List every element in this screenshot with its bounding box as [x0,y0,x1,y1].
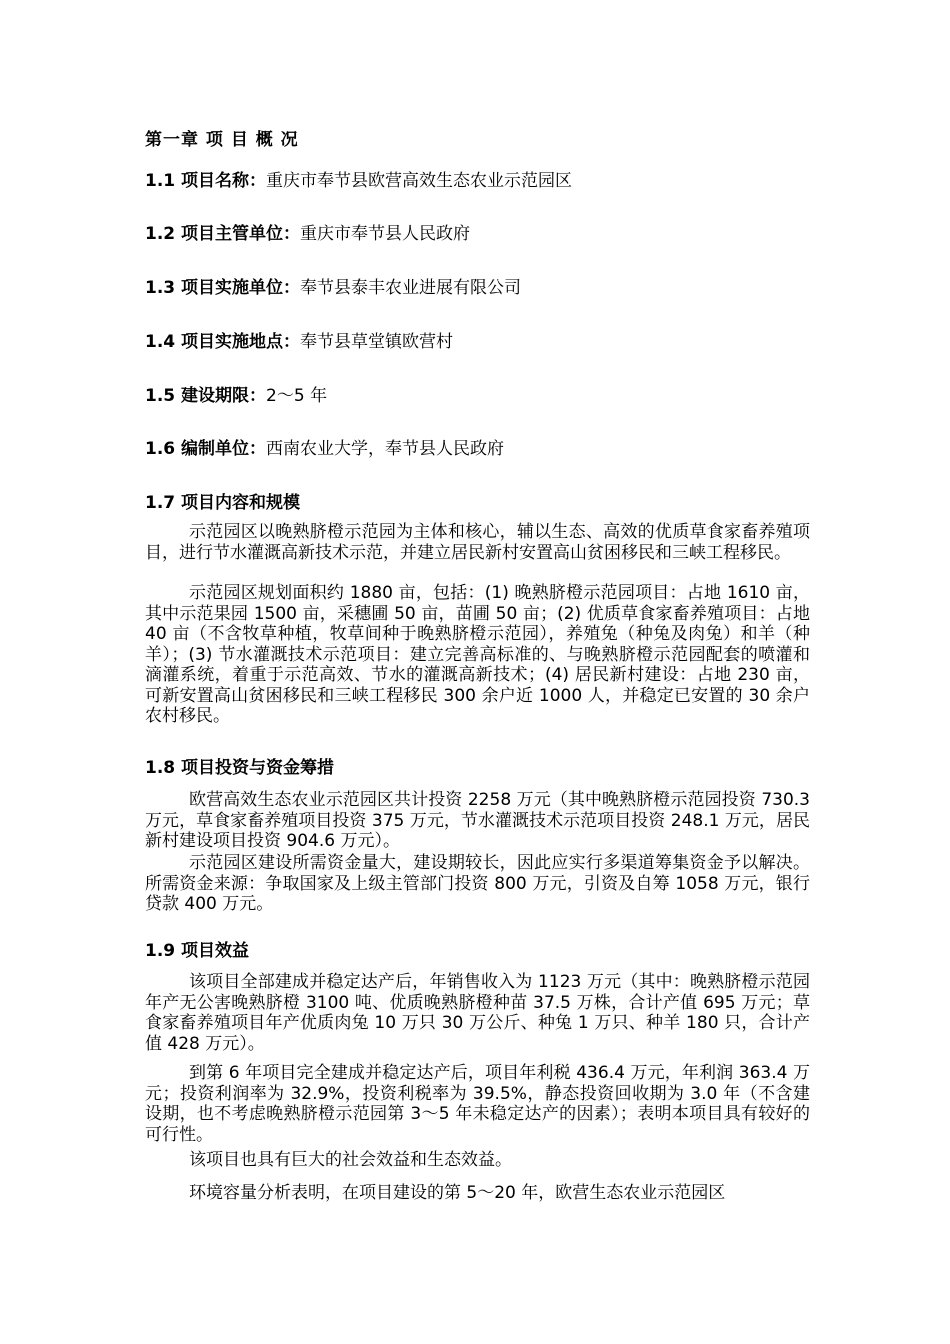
field-project-name [145,166,572,191]
paragraph: 示范园区规划面积约 1880 亩，包括：(1) 晚熟脐橙示范园项目：占地 1610 亩，其中示范果园 1500 亩，采穗圃 50 亩，苗圃 50 亩；(2) 优质草食家畜养殖项目：占地 40 亩（不含牧草种植，牧草间种于晚熟脐橙示范园），养殖兔（种兔及肉兔）和羊（种羊）；(3) 节水灌溉技术示范项目：建立完善高标准的、与晚熟脐橙示范园配套的喷灌和滴灌系统，着重于示范高效、节水的灌溉高新技术；(4) 居民新村建设：占地 230 亩，可新安置高山贫困移民和三峡工程移民 300 余户近 1000 人，并稳定已安置的 30 余户农村移民。 [145,583,810,726]
field-label: 1.2 项目主管单位： [145,224,301,244]
paragraph: 示范园区建设所需资金量大，建设期较长，因此应实行多渠道筹集资金予以解决。所需资金来源：争取国家及上级主管部门投资 800 万元，引资及自筹 1058 万元，银行贷款 400 万元。 [145,853,810,914]
paragraph: 到第 6 年项目完全建成并稳定达产后，项目年利税 436.4 万元，年利润 363.4 万元；投资利润率为 32.9%，投资利税率为 39.5%，静态投资回收期为 3.0 年（不含建设期，也不考虑晚熟脐橙示范园第 3～5 年未稳定达产的因素）；表明本项目具有较好的可行性。 [145,1063,810,1145]
chapter-title: 第一章 项 目 概 况 [145,130,299,150]
paragraph: 该项目也具有巨大的社会效益和生态效益。 [189,1150,512,1170]
paragraph: 示范园区以晚熟脐橙示范园为主体和核心，辅以生态、高效的优质草食家畜养殖项目，进行节水灌溉高新技术示范，并建立居民新村安置高山贫困移民和三峡工程移民。 [145,522,810,563]
field-compiling-unit [145,434,504,459]
section-heading-investment: 1.8 项目投资与资金筹措 [145,758,335,778]
paragraph: 环境容量分析表明，在项目建设的第 5～20 年，欧营生态农业示范园区 [189,1183,726,1203]
field-implementation-site [145,327,453,352]
paragraph: 该项目全部建成并稳定达产后，年销售收入为 1123 万元（其中：晚熟脐橙示范园年产无公害晚熟脐橙 3100 吨、优质晚熟脐橙种苗 37.5 万株，合计产值 695 万元；草食家畜养殖项目年产优质肉兔 10 万只 30 万公斤、种兔 1 万只、种羊 180 只，合计产值 428 万元）。 [145,972,810,1054]
field-supervising-unit [145,219,470,244]
section-heading-content-scale: 1.7 项目内容和规模 [145,493,301,513]
field-implementing-unit [145,273,521,298]
field-value: 西南农业大学，奉节县人民政府 [266,439,505,459]
field-label: 1.1 项目名称： [145,171,267,191]
field-value: 奉节县泰丰农业进展有限公司 [300,278,522,298]
field-label: 1.4 项目实施地点： [145,332,301,352]
field-construction-period [145,381,327,406]
field-value: 重庆市奉节县人民政府 [300,224,471,244]
field-value: 重庆市奉节县欧营高效生态农业示范园区 [266,171,573,191]
field-label: 1.5 建设期限： [145,386,267,406]
paragraph: 欧营高效生态农业示范园区共计投资 2258 万元（其中晚熟脐橙示范园投资 730.3 万元，草食家畜养殖项目投资 375 万元，节水灌溉技术示范项目投资 248.1 万元，居民新村建设项目投资 904.6 万元）。 [145,790,810,851]
field-label: 1.6 编制单位： [145,439,267,459]
field-value: 2～5 年 [266,386,328,406]
field-value: 奉节县草堂镇欧营村 [300,332,454,352]
section-heading-benefits: 1.9 项目效益 [145,941,250,961]
field-label: 1.3 项目实施单位： [145,278,301,298]
